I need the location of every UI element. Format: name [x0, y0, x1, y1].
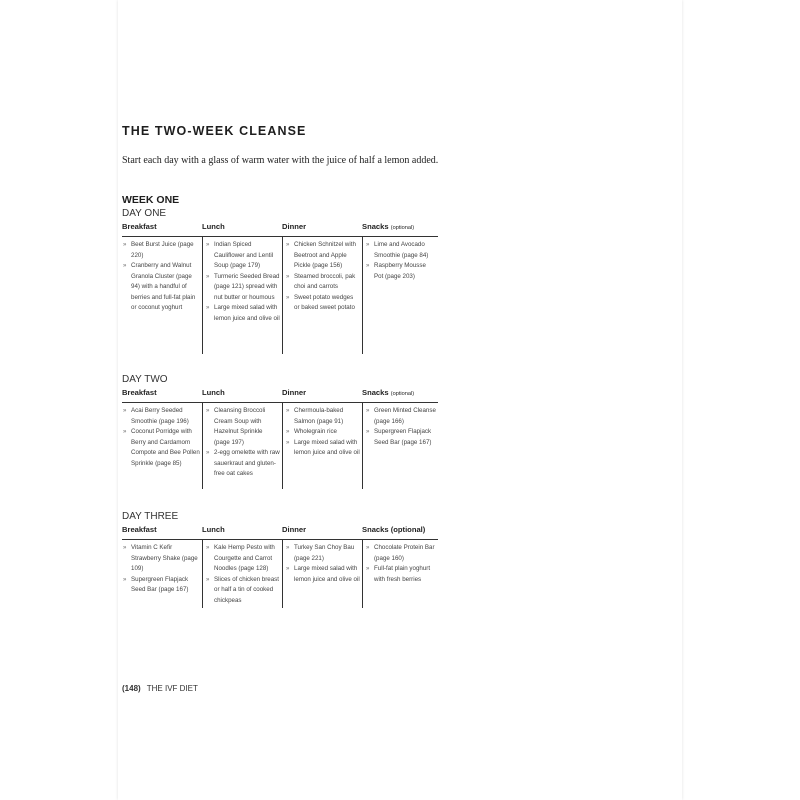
header-lunch: Lunch: [202, 388, 225, 397]
lunch-column: [202, 540, 282, 608]
meal-table: [122, 539, 438, 608]
list-item: » Large mixed salad with lemon juice and olive oil: [286, 438, 360, 459]
week-heading: WEEK ONE: [122, 194, 180, 206]
intro-paragraph: Start each day with a glass of warm water with the juice of half a lemon added.: [122, 155, 439, 166]
list-item: » Turkey San Choy Bau (page 221): [286, 543, 360, 564]
header-snacks-label: Snacks: [362, 222, 389, 231]
day-heading: DAY THREE: [122, 511, 179, 522]
list-item: » Indian Spiced Cauliflower and Lentil Soup (page 179): [206, 240, 280, 272]
list-item: » Full-fat plain yoghurt with fresh berries: [366, 564, 436, 585]
column-headers: [122, 524, 438, 536]
meal-table: [122, 236, 438, 354]
dinner-column: [282, 403, 362, 489]
dinner-column: [282, 237, 362, 354]
header-snacks-note: (optional): [390, 225, 415, 231]
breakfast-column: [122, 540, 202, 608]
list-item: » Slices of chicken breast or half a tin of cooked chickpeas: [206, 575, 280, 607]
list-item: » Supergreen Flapjack Seed Bar (page 167): [123, 575, 200, 596]
header-snacks-note: (optional): [390, 391, 415, 397]
header-snacks-note: (optional): [390, 525, 426, 534]
list-item: » Wholegrain rice: [286, 427, 360, 438]
list-item: » Raspberry Mousse Pot (page 203): [366, 261, 436, 282]
list-item: » Green Minted Cleanse (page 166): [366, 406, 436, 427]
column-headers: [122, 221, 438, 233]
header-snacks: [362, 221, 438, 233]
header-breakfast: Breakfast: [122, 388, 157, 397]
header-lunch: Lunch: [202, 525, 225, 534]
snacks-column: [362, 237, 438, 354]
list-item: » Chicken Schnitzel with Beetroot and Apple Pickle (page 156): [286, 240, 360, 272]
list-item: » Turmeric Seeded Bread (page 121) spread with nut butter or houmous: [206, 272, 280, 304]
day-heading: DAY TWO: [122, 374, 168, 385]
header-snacks-label: Snacks: [362, 388, 389, 397]
header-lunch: Lunch: [202, 222, 225, 231]
header-dinner: Dinner: [282, 525, 307, 534]
list-item: » Large mixed salad with lemon juice and olive oil: [286, 564, 360, 585]
list-item: » Beet Burst Juice (page 220): [123, 240, 200, 261]
header-breakfast: Breakfast: [122, 525, 157, 534]
day-three-block: [122, 511, 438, 608]
list-item: » Chocolate Protein Bar (page 160): [366, 543, 436, 564]
list-item: » Large mixed salad with lemon juice and olive oil: [206, 303, 280, 324]
header-snacks-label: Snacks: [362, 525, 389, 534]
list-item: » 2-egg omelette with raw sauerkraut and gluten-free oat cakes: [206, 448, 280, 480]
list-item: » Cleansing Broccoli Cream Soup with Hazelnut Sprinkle (page 197): [206, 406, 280, 448]
page-title: THE TWO-WEEK CLEANSE: [122, 124, 307, 138]
header-dinner: Dinner: [282, 388, 307, 397]
lunch-column: [202, 403, 282, 489]
list-item: » Supergreen Flapjack Seed Bar (page 167): [366, 427, 436, 448]
day-one-block: [122, 208, 438, 354]
list-item: » Sweet potato wedges or baked sweet potato: [286, 293, 360, 314]
snacks-column: [362, 403, 438, 489]
list-item: » Steamed broccoli, pak choi and carrots: [286, 272, 360, 293]
header-snacks: [362, 524, 438, 536]
breakfast-column: [122, 237, 202, 354]
breakfast-column: [122, 403, 202, 489]
day-two-block: [122, 374, 438, 489]
list-item: » Acai Berry Seeded Smoothie (page 196): [123, 406, 200, 427]
snacks-column: [362, 540, 438, 608]
header-dinner: Dinner: [282, 222, 307, 231]
meal-table: [122, 402, 438, 489]
page-number: (148): [122, 684, 141, 693]
dinner-column: [282, 540, 362, 608]
list-item: » Cranberry and Walnut Granola Cluster (page 94) with a handful of berries and full-fat plain or coconut yoghurt: [123, 261, 200, 314]
list-item: » Vitamin C Kefir Strawberry Shake (page 109): [123, 543, 200, 575]
list-item: » Chermoula-baked Salmon (page 91): [286, 406, 360, 427]
list-item: » Kale Hemp Pesto with Courgette and Carrot Noodles (page 128): [206, 543, 280, 575]
header-snacks: [362, 387, 438, 399]
list-item: » Coconut Porridge with Berry and Cardamom Compote and Bee Pollen Sprinkle (page 85): [123, 427, 200, 469]
column-headers: [122, 387, 438, 399]
running-title: THE IVF DIET: [146, 684, 198, 693]
lunch-column: [202, 237, 282, 354]
list-item: » Lime and Avocado Smoothie (page 84): [366, 240, 436, 261]
day-heading: DAY ONE: [122, 208, 167, 219]
header-breakfast: Breakfast: [122, 222, 157, 231]
page-footer: [122, 684, 198, 693]
